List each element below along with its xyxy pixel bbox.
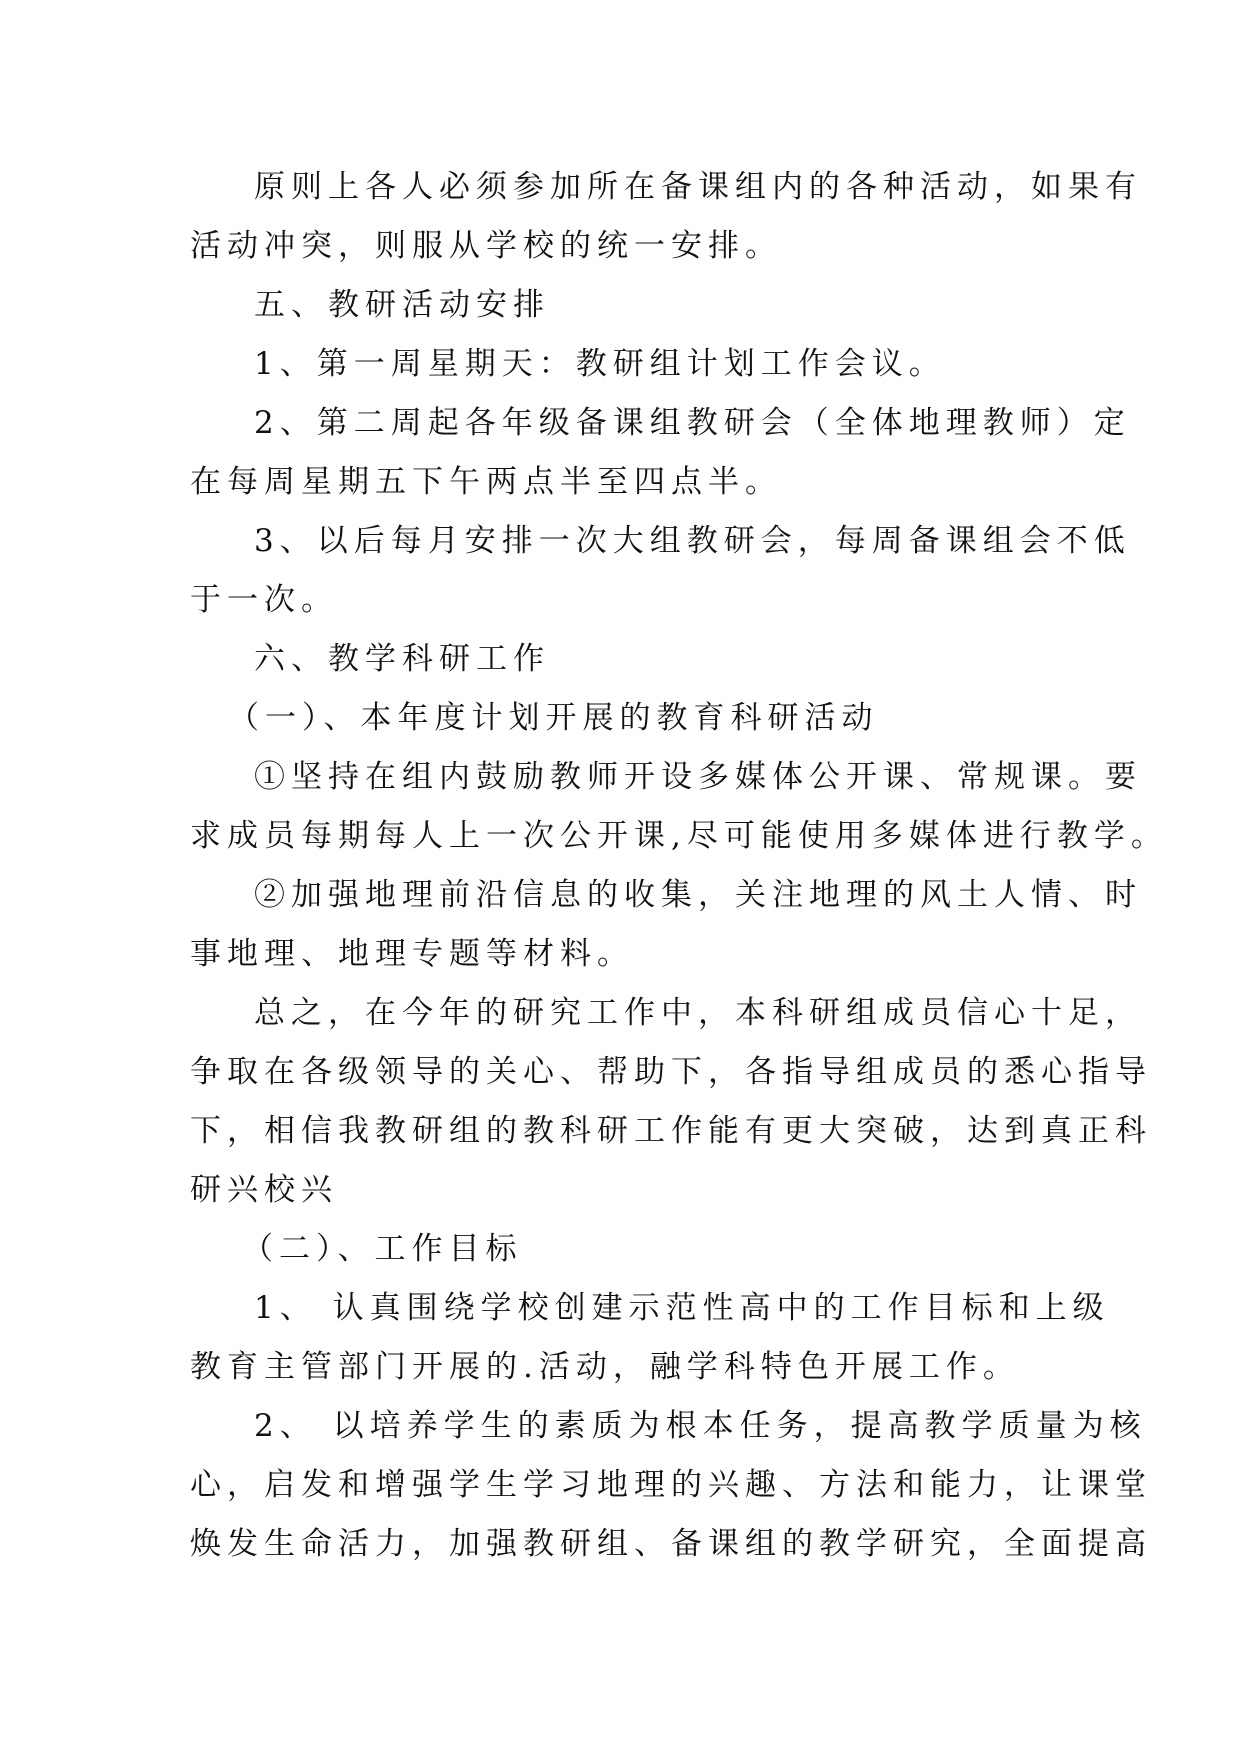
paragraph-line: 研兴校兴 <box>190 1172 338 1208</box>
paragraph-line: ②加强地理前沿信息的收集，关注地理的风土人情、时 <box>254 877 1142 913</box>
paragraph-line: 教育主管部门开展的.活动，融学科特色开展工作。 <box>190 1349 1020 1385</box>
paragraph-line: 于一次。 <box>190 582 338 618</box>
document-body <box>190 158 1168 1574</box>
paragraph-line: 1、 认真围绕学校创建示范性高中的工作目标和上级 <box>254 1290 1110 1326</box>
paragraph-line: 总之，在今年的研究工作中，本科研组成员信心十足， <box>254 995 1142 1031</box>
paragraph-line: 事地理、地理专题等材料。 <box>190 936 634 972</box>
section-heading: 五、教研活动安排 <box>254 287 550 323</box>
paragraph-line: 2、第二周起各年级备课组教研会（全体地理教师）定 <box>254 405 1131 441</box>
paragraph-line: 求成员每期每人上一次公开课,尽可能使用多媒体进行教学。 <box>190 818 1168 854</box>
paragraph-line: 心，启发和增强学生学习地理的兴趣、方法和能力，让课堂 <box>190 1467 1152 1503</box>
paragraph-line: 活动冲突，则服从学校的统一安排。 <box>190 228 782 264</box>
subsection-heading: （二）、工作目标 <box>242 1231 523 1267</box>
paragraph-line: 3、以后每月安排一次大组教研会，每周备课组会不低 <box>254 523 1131 559</box>
paragraph-line: 下，相信我教研组的教科研工作能有更大突破，达到真正科 <box>190 1113 1152 1149</box>
paragraph-line: 在每周星期五下午两点半至四点半。 <box>190 464 782 500</box>
subsection-heading: （一）、本年度计划开展的教育科研活动 <box>228 700 879 736</box>
paragraph-line: 1、第一周星期天：教研组计划工作会议。 <box>254 346 946 382</box>
paragraph-line: 原则上各人必须参加所在备课组内的各种活动，如果有 <box>254 169 1142 205</box>
paragraph-line: 焕发生命活力，加强教研组、备课组的教学研究，全面提高 <box>190 1526 1152 1562</box>
paragraph-line: 争取在各级领导的关心、帮助下，各指导组成员的悉心指导 <box>190 1054 1152 1090</box>
section-heading: 六、教学科研工作 <box>254 641 550 677</box>
paragraph-line: 2、 以培养学生的素质为根本任务，提高教学质量为核 <box>254 1408 1147 1444</box>
paragraph-line: ①坚持在组内鼓励教师开设多媒体公开课、常规课。要 <box>254 759 1142 795</box>
